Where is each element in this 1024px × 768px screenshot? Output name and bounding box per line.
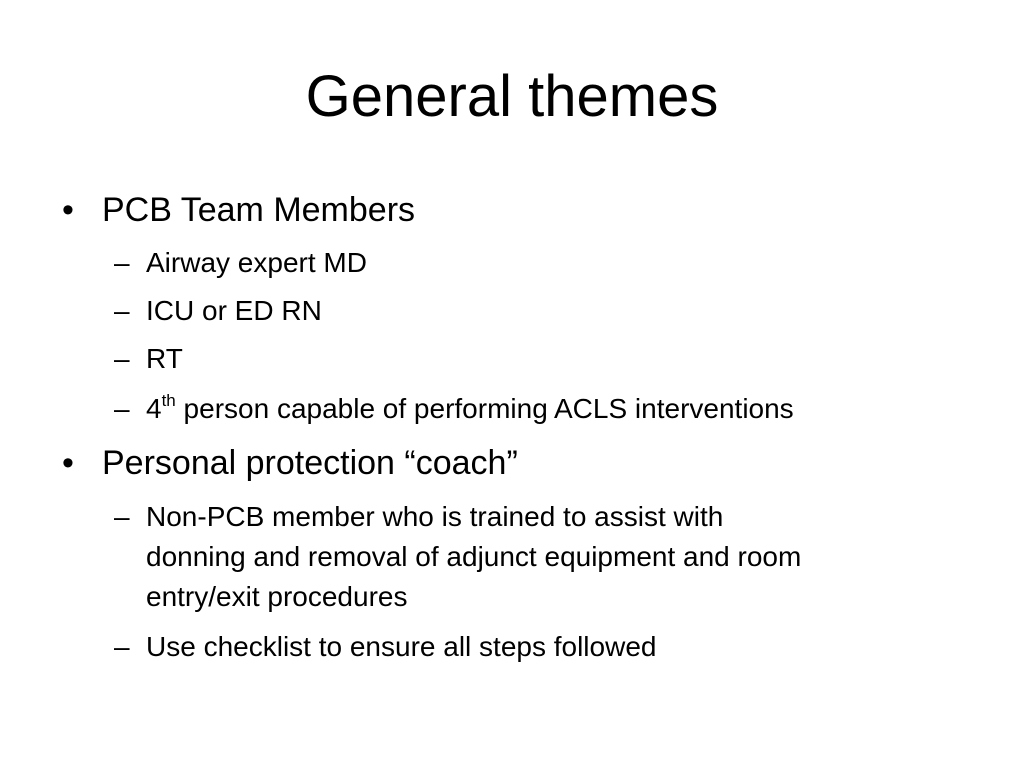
subitem-marker: –	[114, 501, 130, 532]
bullet-marker: •	[62, 191, 74, 229]
subitem-marker: –	[114, 393, 130, 424]
subitem-text: Use checklist to ensure all steps followed	[146, 631, 657, 662]
subitem-marker: –	[114, 631, 130, 662]
subitem-text	[146, 389, 794, 429]
subitem-text: ICU or ED RN	[146, 295, 322, 326]
ordinal-superscript: th	[161, 390, 176, 410]
subitem-text: RT	[146, 343, 183, 374]
bullet-text: PCB Team Members	[102, 191, 416, 229]
slide-title: General themes	[305, 64, 719, 129]
ordinal-number: 4	[146, 393, 162, 424]
subitem-text-line: donning and removal of adjunct equipment and room	[146, 541, 802, 572]
subitem-marker: –	[114, 247, 130, 278]
subitem-marker: –	[114, 295, 130, 326]
subitem-text: Airway expert MD	[146, 247, 367, 278]
subitem-text-line: Non-PCB member who is trained to assist with	[146, 501, 724, 532]
subitem-text-line: entry/exit procedures	[146, 581, 408, 612]
bullet-marker: •	[62, 444, 74, 482]
subitem-text	[146, 497, 801, 617]
subitem-marker: –	[114, 343, 130, 374]
bullet-text: Personal protection “coach”	[102, 444, 518, 482]
subitem-text-rest: person capable of performing ACLS interventions	[175, 393, 794, 424]
